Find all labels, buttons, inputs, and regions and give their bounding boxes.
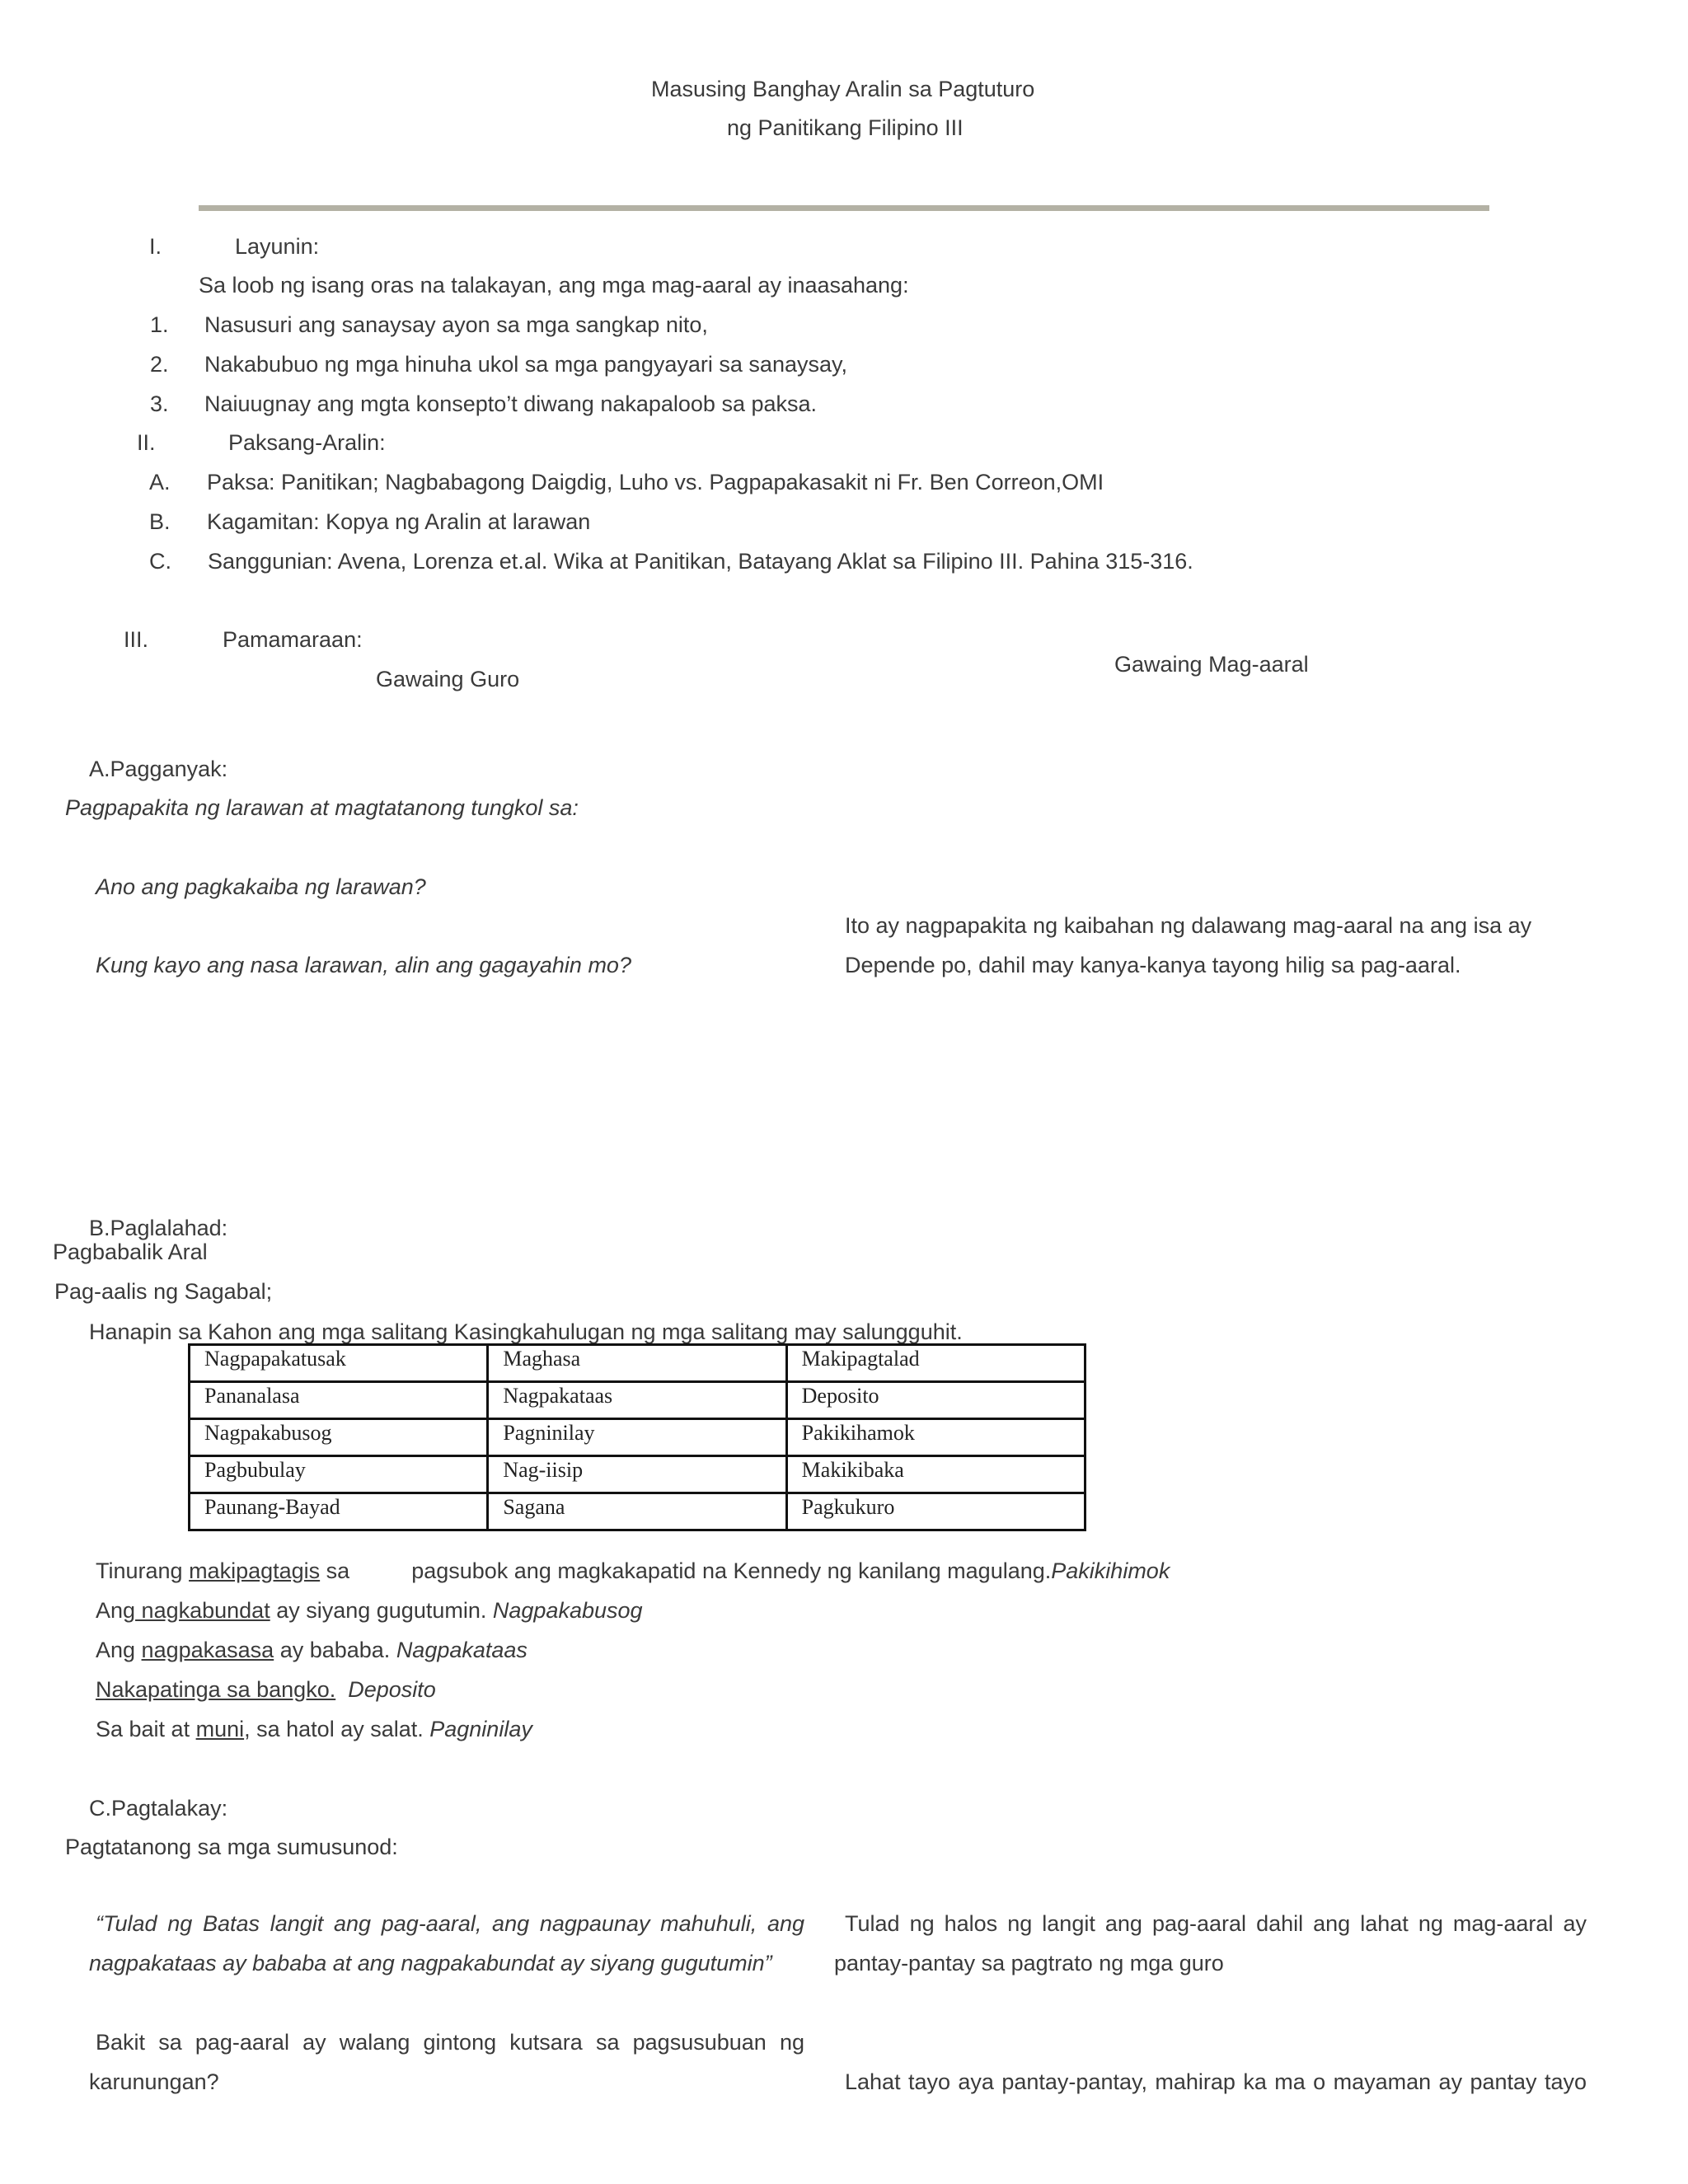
sentence-text: Ang	[96, 1598, 136, 1623]
underlined-word: Nakapatinga sa bangko.	[96, 1677, 336, 1702]
pagganyak-instruction: Pagpapakita ng larawan at magtatanong tungkol sa:	[65, 795, 579, 820]
title-line-1: Masusing Banghay Aralin sa Pagtuturo	[651, 77, 1035, 101]
table-cell: Nagpapakatusak	[190, 1345, 488, 1382]
table-cell: Makipagtalad	[786, 1345, 1085, 1382]
topic-text: Sanggunian: Avena, Lorenza et.al. Wika at Panitikan, Batayang Aklat sa Filipino III. Pahina 315-316.	[208, 549, 1193, 574]
pagganyak-heading: A.Pagganyak:	[89, 757, 228, 781]
objective-text: Naiuugnay ang mgta konsepto’t diwang nakapaloob sa paksa.	[204, 391, 818, 416]
table-cell: Maghasa	[488, 1345, 786, 1382]
pagganyak-question-2: Kung kayo ang nasa larawan, alin ang gagayahin mo?	[96, 953, 631, 977]
sentence-text: , sa hatol ay salat.	[244, 1717, 430, 1741]
table-row	[190, 1493, 1085, 1530]
underlined-word: makipagtagis	[189, 1558, 321, 1583]
table-cell: Pananalasa	[190, 1382, 488, 1419]
topic-letter: C.	[149, 549, 171, 574]
pagtalakay-instruction: Pagtatanong sa mga sumusunod:	[65, 1835, 398, 1859]
topic-text: Kagamitan: Kopya ng Aralin at larawan	[207, 509, 591, 534]
word-box-table	[188, 1343, 1086, 1531]
paglalahad-subheading-1: Pagbabalik Aral	[53, 1240, 208, 1264]
sentence-text: Ang	[96, 1638, 142, 1662]
table-row	[190, 1345, 1085, 1382]
table-cell: Pakikihamok	[786, 1419, 1085, 1456]
section-3-heading: Pamamaraan:	[223, 627, 363, 652]
section-3-numeral: III.	[124, 627, 149, 652]
header-divider	[199, 205, 1489, 211]
answer-word: Nagpakataas	[396, 1638, 528, 1662]
pagganyak-question-1: Ano ang pagkakaiba ng larawan?	[96, 874, 426, 899]
table-cell: Nag-iisip	[488, 1456, 786, 1493]
exercise-sentence	[96, 1560, 1170, 1582]
exercise-sentence	[96, 1639, 528, 1661]
answer-word: Nagpakabusog	[492, 1598, 643, 1623]
objective-number: 1.	[150, 312, 169, 337]
pagtalakay-question-2: Bakit sa pag-aaral ay walang gintong kutsara sa pagsusubuan ng karunungan?	[89, 2030, 804, 2094]
table-row	[190, 1419, 1085, 1456]
answer-word: Deposito	[348, 1677, 436, 1702]
objective-text: Nakabubuo ng mga hinuha ukol sa mga pangyayari sa sanaysay,	[204, 352, 847, 377]
table-cell: Pagninilay	[488, 1419, 786, 1456]
paglalahad-heading: B.Paglalahad:	[89, 1216, 228, 1240]
sentence-text: Sa bait at	[96, 1717, 196, 1741]
underlined-word: nagkabundat	[135, 1598, 270, 1623]
answer-word: Pagninilay	[429, 1717, 532, 1741]
table-cell: Nagpakataas	[488, 1382, 786, 1419]
pagtalakay-quote: “Tulad ng Batas langit ang pag-aaral, ang nagpaunay mahuhuli, ang nagpakataas ay bababa at ang nagpakabundat ay siyang gugutumin”	[89, 1911, 804, 1975]
section-1-numeral: I.	[149, 234, 162, 259]
pagtalakay-heading: C.Pagtalakay:	[89, 1796, 228, 1821]
sentence-text: sa pagsubok ang magkakapatid na Kennedy ng kanilang magulang.	[320, 1558, 1052, 1583]
paglalahad-subheading-2: Pag-aalis ng Sagabal;	[54, 1279, 273, 1304]
exercise-sentence	[96, 1718, 532, 1741]
table-cell: Paunang-Bayad	[190, 1493, 488, 1530]
table-cell: Makikibaka	[786, 1456, 1085, 1493]
sentence-text: ay bababa.	[274, 1638, 396, 1662]
table-cell: Pagbubulay	[190, 1456, 488, 1493]
exercise-sentence	[96, 1679, 436, 1701]
section-1-heading: Layunin:	[235, 234, 320, 259]
title-line-2: ng Panitikang Filipino III	[727, 115, 964, 140]
exercise-sentence	[96, 1600, 643, 1622]
underlined-word: nagpakasasa	[141, 1638, 274, 1662]
answer-word: Pakikihimok	[1051, 1558, 1170, 1583]
topic-text: Paksa: Panitikan; Nagbabagong Daigdig, Luho vs. Pagpapakasakit ni Fr. Ben Correon,OMI	[207, 470, 1104, 494]
pagtalakay-answer-1: Tulad ng halos ng langit ang pag-aaral dahil ang lahat ng mag-aaral ay pantay-pantay sa pagtrato ng mga guro	[834, 1911, 1587, 1975]
section-2-numeral: II.	[137, 430, 156, 455]
pagganyak-answer-1: Ito ay nagpapakita ng kaibahan ng dalawang mag-aaral na ang isa ay	[845, 913, 1532, 938]
sentence-text: Tinurang	[96, 1558, 190, 1583]
pagtalakay-answer-2: Lahat tayo aya pantay-pantay, mahirap ka ma o mayaman ay pantay tayo	[845, 2069, 1587, 2094]
table-cell: Pagkukuro	[786, 1493, 1085, 1530]
table-row	[190, 1382, 1085, 1419]
table-cell: Deposito	[786, 1382, 1085, 1419]
table-cell: Nagpakabusog	[190, 1419, 488, 1456]
paglalahad-instruction: Hanapin sa Kahon ang mga salitang Kasingkahulugan ng mga salitang may salungguhit.	[89, 1319, 963, 1344]
sentence-text: ay siyang gugutumin.	[270, 1598, 493, 1623]
table-row	[190, 1456, 1085, 1493]
topic-letter: A.	[149, 470, 171, 494]
section-1-intro: Sa loob ng isang oras na talakayan, ang mga mag-aaral ay inaasahang:	[199, 273, 909, 298]
pagganyak-answer-2: Depende po, dahil may kanya-kanya tayong hilig sa pag-aaral.	[845, 953, 1461, 977]
objective-number: 2.	[150, 352, 169, 377]
section-2-heading: Paksang-Aralin:	[228, 430, 386, 455]
sentence-text	[335, 1677, 348, 1702]
column-header-teacher: Gawaing Guro	[376, 667, 520, 691]
topic-letter: B.	[149, 509, 171, 534]
underlined-word: muni	[195, 1717, 245, 1741]
objective-number: 3.	[150, 391, 169, 416]
column-header-student: Gawaing Mag-aaral	[1114, 652, 1309, 677]
objective-text: Nasusuri ang sanaysay ayon sa mga sangkap nito,	[204, 312, 708, 337]
table-cell: Sagana	[488, 1493, 786, 1530]
